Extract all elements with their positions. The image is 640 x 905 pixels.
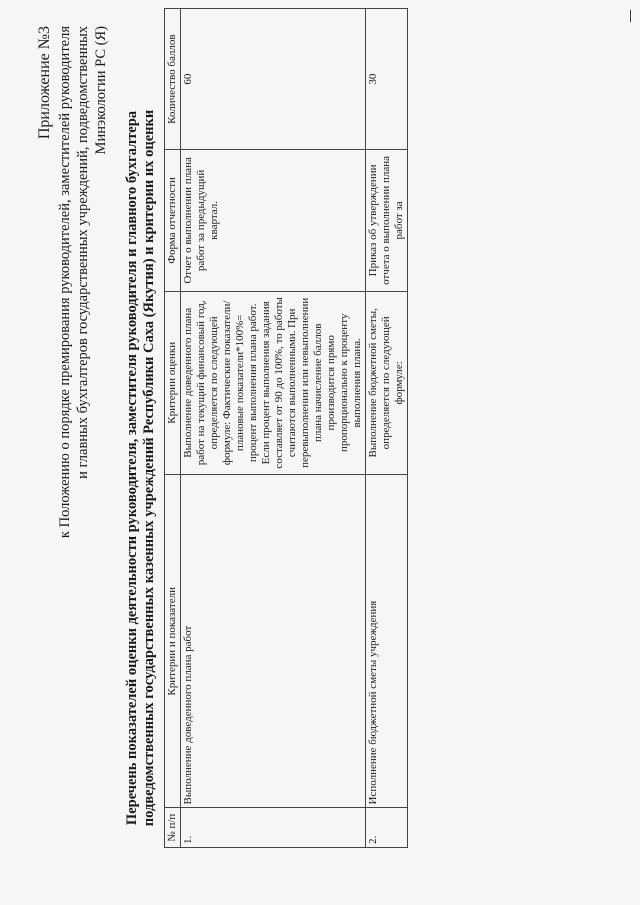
criteria-table <box>164 8 408 848</box>
margin-mark <box>630 10 634 22</box>
header-indicator: Критерии и показатели <box>165 475 181 808</box>
header-report: Форма отчетности <box>165 150 181 291</box>
appendix-line-1: к Положению о порядке премирования руководителей, заместителей руководителя <box>57 26 73 539</box>
document-title <box>124 88 158 848</box>
row-indicator: Исполнение бюджетной сметы учреждения <box>366 475 408 808</box>
rotated-content <box>14 8 614 878</box>
appendix-line-3: Минэкологии РС (Я) <box>93 26 109 155</box>
title-line-2: подведомственных государственных казенных учреждений Республики Саха (Якутия) и критерии их оценки <box>141 109 157 827</box>
header-criteria: Критерии оценки <box>165 291 181 475</box>
row-points: 60 <box>181 9 366 150</box>
row-criteria: Выполнение бюджетной сметы, определяется по следующей формуле: <box>366 291 408 475</box>
table-row <box>366 9 408 848</box>
header-num: № п/п <box>165 808 181 848</box>
appendix-line-2: и главных бухгалтеров государственных учреждений, подведомственных <box>75 26 91 479</box>
appendix-number: Приложение №3 <box>36 26 53 140</box>
table-header-row <box>165 9 181 848</box>
row-indicator: Выполнение доведенного плана работ <box>181 475 366 808</box>
title-line-1: Перечень показателей оценки деятельности руководителя, заместителя руководителя и главного бухгалтера <box>124 110 140 826</box>
row-criteria: Выполнение доведенного плана работ на текущий финансовый год, определяется по следующей формуле: Фактические показатели/плановые показатели*100%= процент выполнения плана работ. Если процент выполнения задания составляет от 90 до 100%, то работы считаются выполненными. При перевыполнении или невыполнении плана начисление баллов производится прямо пропорционально к проценту выполнения плана. <box>181 291 366 475</box>
header-points: Количество баллов <box>165 9 181 150</box>
row-points: 30 <box>366 9 408 150</box>
appendix-header <box>36 26 110 546</box>
row-report: Отчет о выполнении плана работ за предыдущий квартал. <box>181 150 366 291</box>
row-report: Приказ об утверждении отчета о выполнении плана работ за <box>366 150 408 291</box>
row-num: 1. <box>181 808 366 848</box>
row-num: 2. <box>366 808 408 848</box>
table-row <box>181 9 366 848</box>
